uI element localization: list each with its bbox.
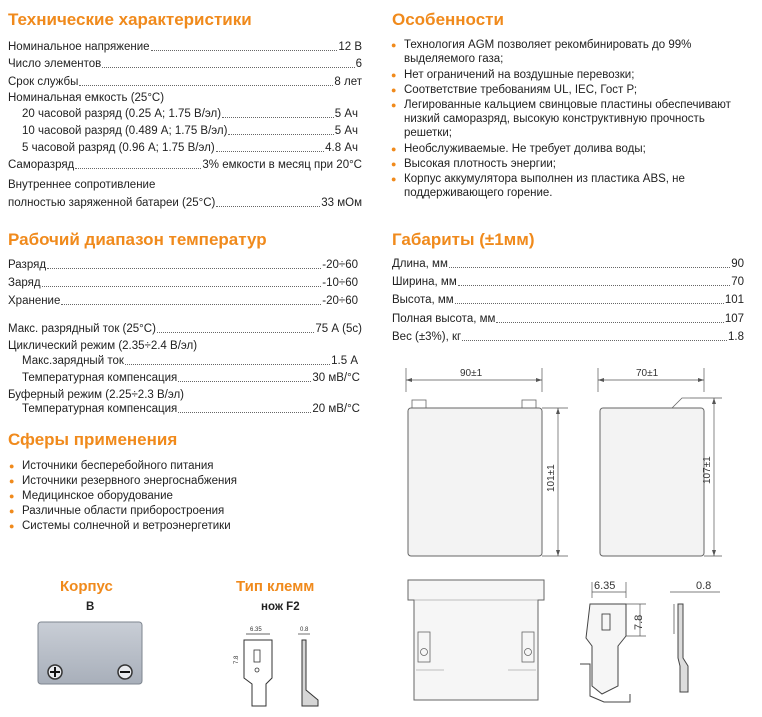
dims-row: Высота, мм 101: [392, 294, 744, 306]
max-current-row: Макс. разрядный ток (25°C) 75 А (5с): [8, 323, 362, 335]
buffer-row: Температурная компенсация 20 мВ/°С: [22, 403, 360, 415]
cyclic-row: Макс.зарядный ток 1.5 А: [22, 355, 358, 367]
terminal-value: нож F2: [261, 601, 300, 613]
dims-row: Вес (±3%), кг 1.8: [392, 331, 744, 343]
svg-text:101±1: 101±1: [546, 464, 557, 492]
spec-row: 10 часовой разряд (0.489 A; 1.75 В/эл) 5 Ач: [22, 125, 358, 137]
tech-title: Технические характеристики: [8, 10, 252, 29]
list-item: ● Соответствие требованиям UL, IEC, Гост Р;: [391, 84, 638, 96]
spec-row: Срок службы 8 лет: [8, 76, 362, 88]
svg-text:7.8: 7.8: [633, 614, 645, 630]
svg-text:107±1: 107±1: [702, 456, 713, 484]
list-item: ● Легированные кальцием свинцовые пластины обеспечивают низкий саморазряд, высокую конструктивную прочность решетки;: [391, 99, 731, 139]
list-item: ● Источники бесперебойного питания: [9, 460, 214, 472]
dims-row: Длина, мм 90: [392, 258, 744, 270]
apps-title: Сферы применения: [8, 430, 178, 449]
svg-text:90±1: 90±1: [460, 368, 483, 379]
list-item: ● Источники резервного энергоснабжения: [9, 475, 237, 487]
dims-row: Ширина, мм 70: [392, 276, 744, 288]
svg-text:0.8: 0.8: [696, 580, 712, 592]
list-item: ● Медицинское оборудование: [9, 490, 173, 502]
list-item: ● Системы солнечной и ветроэнергетики: [9, 520, 231, 532]
spec-row: 5 часовой разряд (0.96 A; 1.75 В/эл) 4.8 Ач: [22, 142, 358, 154]
capacity-title: Номинальная емкость (25°C): [8, 92, 165, 104]
spec-row: Саморазряд 3% емкости в месяц при 20°C: [8, 159, 362, 171]
temp-title: Рабочий диапазон температур: [8, 230, 267, 249]
spec-row: полностью заряженной батареи (25°C) 33 мОм: [8, 197, 362, 209]
cyclic-title: Циклический режим (2.35÷2.4 В/эл): [8, 340, 198, 352]
list-item: ● Различные области приборостроения: [9, 505, 225, 517]
cyclic-row: Температурная компенсация 30 мВ/°С: [22, 372, 360, 384]
temp-row: Разряд -20÷60: [8, 259, 358, 271]
buffer-title: Буферный режим (2.25÷2.3 В/эл): [8, 389, 185, 401]
resistance-title: Внутреннее сопротивление: [8, 179, 156, 191]
battery-side-drawing: [590, 362, 730, 568]
svg-text:6.35: 6.35: [250, 627, 262, 633]
case-title: Корпус: [60, 578, 113, 595]
list-item: ● Корпус аккумулятора выполнен из пластика ABS, не поддерживающего горение.: [391, 173, 685, 199]
dims-row: Полная высота, мм 107: [392, 313, 744, 325]
svg-text:7.8: 7.8: [234, 655, 240, 664]
terminal-small-drawing: [232, 620, 332, 712]
case-value: B: [86, 601, 95, 613]
svg-text:70±1: 70±1: [636, 368, 659, 379]
case-type-icon: [36, 620, 144, 686]
list-item: ● Высокая плотность энергии;: [391, 158, 556, 170]
list-item: ● Технология AGM позволяет рекомбинировать до 99% выделяемого газа;: [391, 39, 692, 65]
svg-text:6.35: 6.35: [594, 580, 616, 592]
terminal-title: Тип клемм: [236, 578, 315, 595]
terminal-detail-drawing: [570, 574, 746, 708]
features-title: Особенности: [392, 10, 504, 29]
spec-row: 20 часовой разряд (0.25 A; 1.75 В/эл) 5 Ач: [22, 108, 358, 120]
dims-title: Габариты (±1мм): [392, 230, 535, 249]
spec-row: Номинальное напряжение 12 В: [8, 41, 362, 53]
list-item: ● Нет ограничений на воздушные перевозки;: [391, 69, 635, 81]
spec-row: Число элементов 6: [8, 58, 362, 70]
battery-front-drawing: [398, 362, 574, 568]
temp-row: Заряд -10÷60: [8, 277, 358, 289]
battery-top-drawing: [404, 574, 550, 708]
temp-row: Хранение -20÷60: [8, 295, 358, 307]
list-item: ● Необслуживаемые. Не требует долива воды;: [391, 143, 646, 155]
svg-text:0.8: 0.8: [300, 627, 309, 633]
